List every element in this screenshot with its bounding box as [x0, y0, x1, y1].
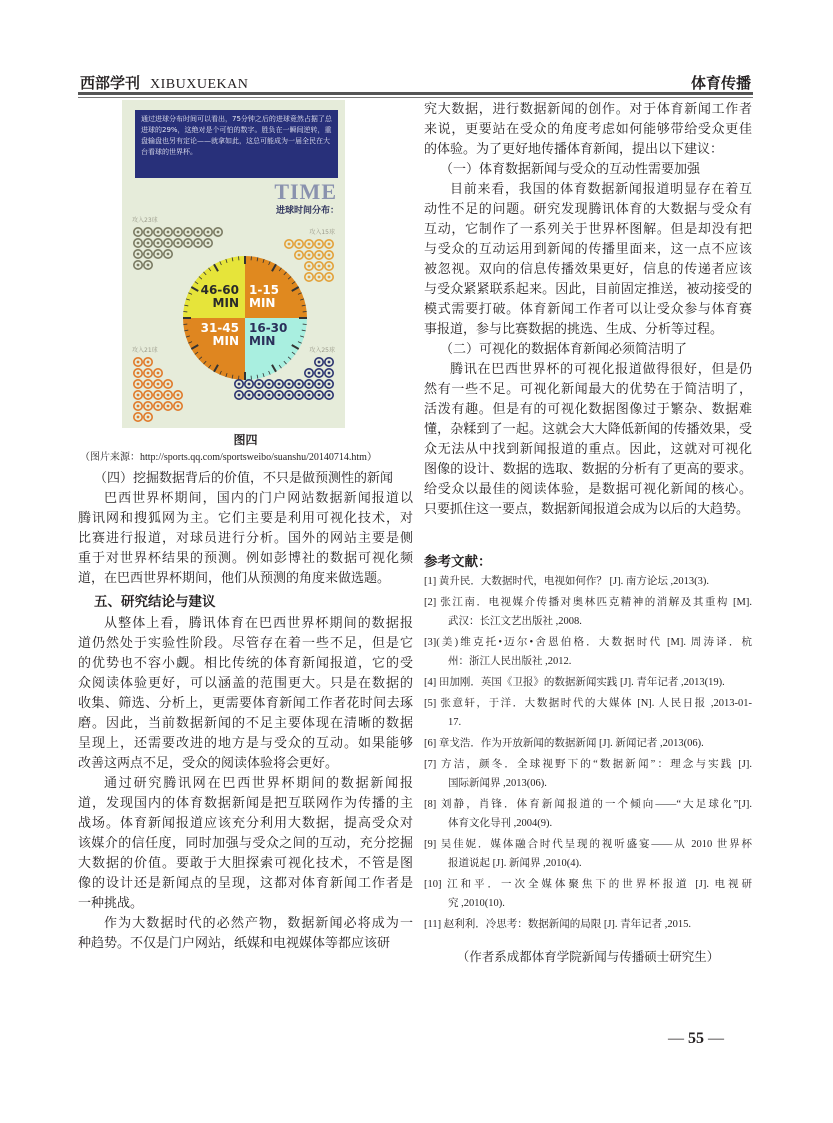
reference-item: [424, 915, 752, 934]
football-icon-center: [288, 383, 291, 386]
football-icon-center: [147, 361, 150, 364]
football-icon-center: [137, 264, 140, 267]
reference-line: [7] 方洁，颜冬．全球视野下的“数据新闻”：理念与实践 [J].: [424, 759, 752, 770]
reference-line: [10] 江和平．一次全媒体聚焦下的世界杯报道 [J]. 电视研: [424, 879, 752, 890]
football-icon-center: [308, 254, 311, 257]
football-icon-center: [197, 242, 200, 245]
segment-unit-label: MIN: [249, 334, 276, 348]
football-icon-center: [318, 243, 321, 246]
football-icon-center: [137, 242, 140, 245]
football-icon-center: [318, 254, 321, 257]
segment-unit-label: MIN: [212, 334, 239, 348]
football-icon-center: [137, 231, 140, 234]
football-icon-center: [318, 361, 321, 364]
paragraph-line: 给受众以最佳的阅读体验，是数据可视化新闻的核心。: [424, 482, 752, 497]
paragraph-line: 模式需要打破。体育新闻工作者可以让受众参与体育赛: [424, 302, 752, 317]
football-icon-center: [268, 394, 271, 397]
paragraph-line: 与受众的互动运用到新闻的传播里面来，这一点不应该: [424, 242, 752, 257]
football-icon-center: [288, 394, 291, 397]
football-icon-center: [238, 383, 241, 386]
paragraph-line: 与受众紧紧联系起来。因此，目前固定推送，被动接受的: [424, 282, 752, 297]
figure-caption: 图四: [233, 433, 258, 447]
football-icon-center: [298, 394, 301, 397]
paragraph-line: 一种挑战。: [78, 896, 144, 911]
paragraph-line: 收集、筛选、分析上，更需要体育新闻工作者花时间去琢: [78, 696, 413, 711]
section-heading: 五、研究结论与建议: [94, 594, 216, 610]
reference-line: [11] 赵利利．冷思考：数据新闻的局限 [J]. 青年记者 ,2015.: [424, 919, 692, 930]
paragraph-line: 然有一些不足。可视化新闻最大的优势在于简洁明了，: [424, 382, 752, 397]
subsection-heading: （二）可视化的数据体育新闻必须简洁明了: [440, 342, 688, 357]
football-icon-center: [147, 231, 150, 234]
football-icon-center: [298, 383, 301, 386]
football-icon-center: [217, 231, 220, 234]
football-icon-center: [147, 405, 150, 408]
paragraph-line: 动性不足的问题。研究发现腾讯体育的大数据与受众有: [424, 202, 752, 217]
football-icon-center: [177, 394, 180, 397]
paragraph-line: 道仍然处于实验性阶段。尽管存在着一些不足，但是它: [78, 636, 413, 651]
football-icon-center: [328, 254, 331, 257]
football-icon-center: [157, 231, 160, 234]
segment-unit-label: MIN: [249, 296, 276, 310]
reference-line: [3](美)维克托•迈尔•舍恩伯格．大数据时代 [M]. 周涛译．杭: [424, 637, 752, 648]
goals-label-46-60: 攻入23球: [132, 217, 158, 224]
reference-line: [2] 张江南．电视媒介传播对奥林匹克精神的消解及其重构 [M].: [424, 597, 752, 608]
football-icon-center: [318, 383, 321, 386]
football-icon-center: [177, 405, 180, 408]
paragraph-line: 通过研究腾讯网在巴西世界杯期间的数据新闻报: [104, 776, 413, 791]
football-icon-center: [147, 416, 150, 419]
paragraph-line: 来说，更要站在受众的角度考虑如何能够带给受众更佳: [424, 122, 752, 137]
paragraph-line: 巴西世界杯期间，国内的门户网站数据新闻报道以: [104, 491, 413, 506]
paragraph-line: 的优势也不容小觑。相比传统的体育新闻报道，它的受: [78, 656, 413, 671]
subsection-heading: （一）体育数据新闻与受众的互动性需要加强: [440, 162, 701, 177]
football-icon-center: [268, 383, 271, 386]
football-icon-center: [167, 253, 170, 256]
football-icon-center: [197, 231, 200, 234]
football-icon-center: [137, 394, 140, 397]
reference-item: [424, 875, 752, 913]
football-icon-center: [308, 243, 311, 246]
football-icon-center: [298, 254, 301, 257]
football-icon-center: [328, 383, 331, 386]
football-icon-center: [318, 394, 321, 397]
reference-line: [1] 黄升民．大数据时代，电视如何作？ [J]. 南方论坛 ,2013(3).: [424, 576, 709, 587]
football-icon-center: [167, 394, 170, 397]
paragraph-line: 作为大数据时代的必然产物，数据新闻必将成为一: [104, 916, 413, 931]
journal-name-cn: 西部学刊: [80, 74, 141, 92]
left-column: [78, 469, 413, 954]
paragraph-line: 众阅读体验更好，可以涵盖的范围更大。只是在数据的: [78, 676, 413, 691]
football-icon-center: [137, 361, 140, 364]
paragraph-line: 懂，杂糅到了一起。这就会大大降低新闻的传播效果，受: [424, 422, 752, 437]
paragraph-line: 呈现上，还需要改进的地方是与受众的互动。如果能够: [78, 736, 413, 751]
paragraph-line: 战场。体育新闻报道应该充分利用大数据，提高受众对: [78, 816, 413, 831]
paragraph-line: 事报道，参与比赛数据的挑选、生成、分析等过程。: [424, 322, 724, 337]
football-icon-center: [248, 394, 251, 397]
football-icon-center: [308, 276, 311, 279]
segment-range-label: 1-15: [249, 283, 280, 297]
football-icon-center: [157, 405, 160, 408]
paragraph-line: 道，发现国内的体育数据新闻是把互联网作为传播的主: [78, 796, 413, 811]
paragraph-line: 该媒介的信任度，同时加强与受众之间的互动，充分挖掘: [78, 836, 413, 851]
football-icon-center: [137, 253, 140, 256]
header-rule-thick: [78, 92, 753, 95]
football-icon-center: [137, 416, 140, 419]
reference-item: [424, 593, 752, 631]
reference-line: 州：浙江人民出版社 ,2012.: [448, 656, 572, 667]
reference-item: [424, 572, 752, 591]
reference-line: 报道说起 [J]. 新闻界 ,2010(4).: [448, 858, 582, 869]
paragraph-line: 活泼有趣。但是有的可视化数据图像过于繁杂、数据难: [424, 402, 752, 417]
football-icon-center: [207, 231, 210, 234]
football-icon-center: [308, 383, 311, 386]
football-icon-center: [147, 264, 150, 267]
football-icon-center: [318, 265, 321, 268]
paragraph-line: 目前来看，我国的体育数据新闻报道明显存在着互: [450, 182, 752, 197]
football-icon-center: [187, 242, 190, 245]
paragraph-line: 比赛进行报道，对球员进行分析。国外的网站主要是侧: [78, 531, 413, 546]
header-rule-thin: [78, 97, 753, 98]
paragraph-line: 重于对世界杯结果的预测。例如彭博社的数据可视化频: [78, 551, 413, 566]
football-icon-center: [167, 383, 170, 386]
football-icon-center: [328, 243, 331, 246]
football-icon-center: [308, 372, 311, 375]
football-icon-center: [177, 231, 180, 234]
paragraph-line: 大数据的价值。要敢于大胆探索可视化技术，不管是图: [78, 856, 413, 871]
football-icon-center: [258, 383, 261, 386]
segment-unit-label: MIN: [212, 296, 239, 310]
infographic-summary: 通过进球分布时间可以看出，75分钟之后的进球竟然占据了总进球的29%，这绝对是个可怕的数字。胜负在一瞬间逆转，重盘输盘也另有定论——就拿如此，这总可能成为一届全民在大台看球的世界杯。: [135, 110, 338, 178]
reference-item: [424, 673, 752, 692]
paragraph-line: 磨。因此，当前数据新闻的不足主要体现在清晰的数据: [78, 716, 413, 731]
segment-range-label: 31-45: [200, 321, 239, 335]
reference-line: 17.: [448, 717, 462, 728]
reference-line: [8] 刘静，肖锋．体育新闻报道的一个倾向——“大足球化”[J].: [424, 799, 752, 810]
reference-line: [6] 章戈浩．作为开放新闻的数据新闻 [J]. 新闻记者 ,2013(06).: [424, 738, 704, 749]
paragraph-line: 从整体上看，腾讯体育在巴西世界杯期间的数据报: [104, 616, 413, 631]
football-icon-center: [157, 383, 160, 386]
football-icon-center: [328, 276, 331, 279]
football-icon-center: [147, 394, 150, 397]
references-heading: 参考文献：: [424, 554, 492, 570]
football-icon-center: [147, 372, 150, 375]
reference-item: [424, 633, 752, 671]
subsection-heading: （四）挖掘数据背后的价值，不只是做预测性的新闻: [94, 471, 394, 486]
reference-item: [424, 734, 752, 753]
football-icon-center: [328, 265, 331, 268]
reference-line: 究 ,2010(10).: [448, 898, 505, 909]
football-icon-center: [258, 394, 261, 397]
reference-line: [4] 田加刚．英国《卫报》的数据新闻实践 [J]. 青年记者 ,2013(19).: [424, 677, 725, 688]
reference-item: [424, 694, 752, 732]
paragraph-line: 道，在巴西世界杯期间，他们从预测的角度来做选题。: [78, 571, 391, 586]
reference-item: [424, 795, 752, 833]
reference-line: 国际新闻界 ,2013(06).: [448, 778, 547, 789]
reference-line: 体育文化导刊 ,2004(9).: [448, 818, 553, 829]
football-icon-center: [288, 243, 291, 246]
paragraph-line: 只要抓住这一要点，数据新闻报道会成为以后的大趋势。: [424, 502, 750, 517]
football-icon-center: [157, 372, 160, 375]
football-icon-center: [177, 242, 180, 245]
football-icon-center: [157, 253, 160, 256]
paragraph-line: 被忽视。双向的信息传播效果更好，信息的传递者应该: [424, 262, 752, 277]
reference-line: [5] 张意轩，于洋．大数据时代的大媒体 [N]. 人民日报 ,2013-01-: [424, 698, 752, 709]
paragraph-line: 腾讯网和搜狐网为主。它们主要是利用可视化技术，对: [78, 511, 413, 526]
football-icon-center: [328, 372, 331, 375]
football-icon-center: [328, 361, 331, 364]
paragraph-line: 像的设计还是新闻点的呈现，这都对体育新闻工作者是: [78, 876, 413, 891]
figure-source: （图片来源：http://sports.qq.com/sportsweibo/suanshu/20140714.htm）: [80, 452, 377, 463]
football-icon-center: [137, 405, 140, 408]
page-number-value: 55: [688, 1030, 704, 1047]
football-icon-center: [147, 253, 150, 256]
goals-label-1-15: 攻入15球: [309, 229, 335, 236]
football-icon-center: [248, 383, 251, 386]
football-icon-center: [147, 242, 150, 245]
paragraph-line: 互动，它制作了一系列关于世界杯图解。但是却没有把: [424, 222, 752, 237]
paragraph-line: 改善这两点不足，受众的阅读体验将会更好。: [78, 756, 339, 771]
infographic-title-cn: 进球时间分布：: [275, 206, 339, 216]
football-icon-center: [187, 231, 190, 234]
football-icon-center: [238, 394, 241, 397]
reference-item: [424, 835, 752, 873]
author-note: （作者系成都体育学院新闻与传播硕士研究生）: [456, 949, 720, 964]
football-icon-center: [207, 242, 210, 245]
football-icon-center: [278, 394, 281, 397]
football-icon-center: [157, 242, 160, 245]
football-icon-center: [278, 383, 281, 386]
paragraph-line: 的体验。为了更好地传播体育新闻，提出以下建议：: [424, 142, 724, 157]
football-icon-center: [167, 242, 170, 245]
football-icon-center: [137, 383, 140, 386]
reference-line: 武汉：长江文艺出版社 ,2008.: [448, 616, 582, 627]
infographic-figure: [122, 100, 345, 428]
journal-name: [80, 72, 248, 93]
reference-line: [9] 吴佳妮．媒体融合时代呈现的视听盛宴——从 2010 世界杯: [424, 839, 752, 850]
goals-label-31-45: 攻入21球: [132, 347, 158, 354]
journal-name-en: XIBUXUEKAN: [150, 77, 249, 92]
football-icon-center: [157, 394, 160, 397]
page-number: — 55 —: [668, 1030, 724, 1047]
football-icon-center: [318, 276, 321, 279]
paragraph-line: 图像的设计、数据的选取、数据的分析有了更高的要求。: [424, 462, 752, 477]
paragraph-line: 究大数据，进行数据新闻的创作。对于体育新闻工作者: [424, 102, 752, 117]
football-icon-center: [308, 265, 311, 268]
paragraph-line: 众无法从中找到新闻报道的重点。因此，这就对可视化: [424, 442, 752, 457]
references-section: [424, 552, 752, 966]
football-icon-center: [167, 231, 170, 234]
football-icon-center: [298, 243, 301, 246]
references-list: [424, 572, 752, 934]
section-title: 体育传播: [690, 74, 751, 92]
reference-item: [424, 755, 752, 793]
right-column: [424, 100, 752, 520]
paragraph-line: 腾讯在巴西世界杯的可视化报道做得很好，但是仍: [450, 362, 752, 377]
football-icon-center: [147, 383, 150, 386]
football-icon-center: [167, 405, 170, 408]
paragraph-line: 种趋势。不仅是门户网站，纸媒和电视媒体等都应该研: [78, 936, 391, 951]
football-icon-center: [318, 372, 321, 375]
football-icon-center: [137, 372, 140, 375]
segment-range-label: 16-30: [249, 321, 288, 335]
infographic-title-en: TIME: [274, 179, 337, 204]
football-icon-center: [328, 394, 331, 397]
goals-label-16-30: 攻入25球: [309, 347, 335, 354]
football-icon-center: [308, 394, 311, 397]
segment-range-label: 46-60: [200, 283, 239, 297]
